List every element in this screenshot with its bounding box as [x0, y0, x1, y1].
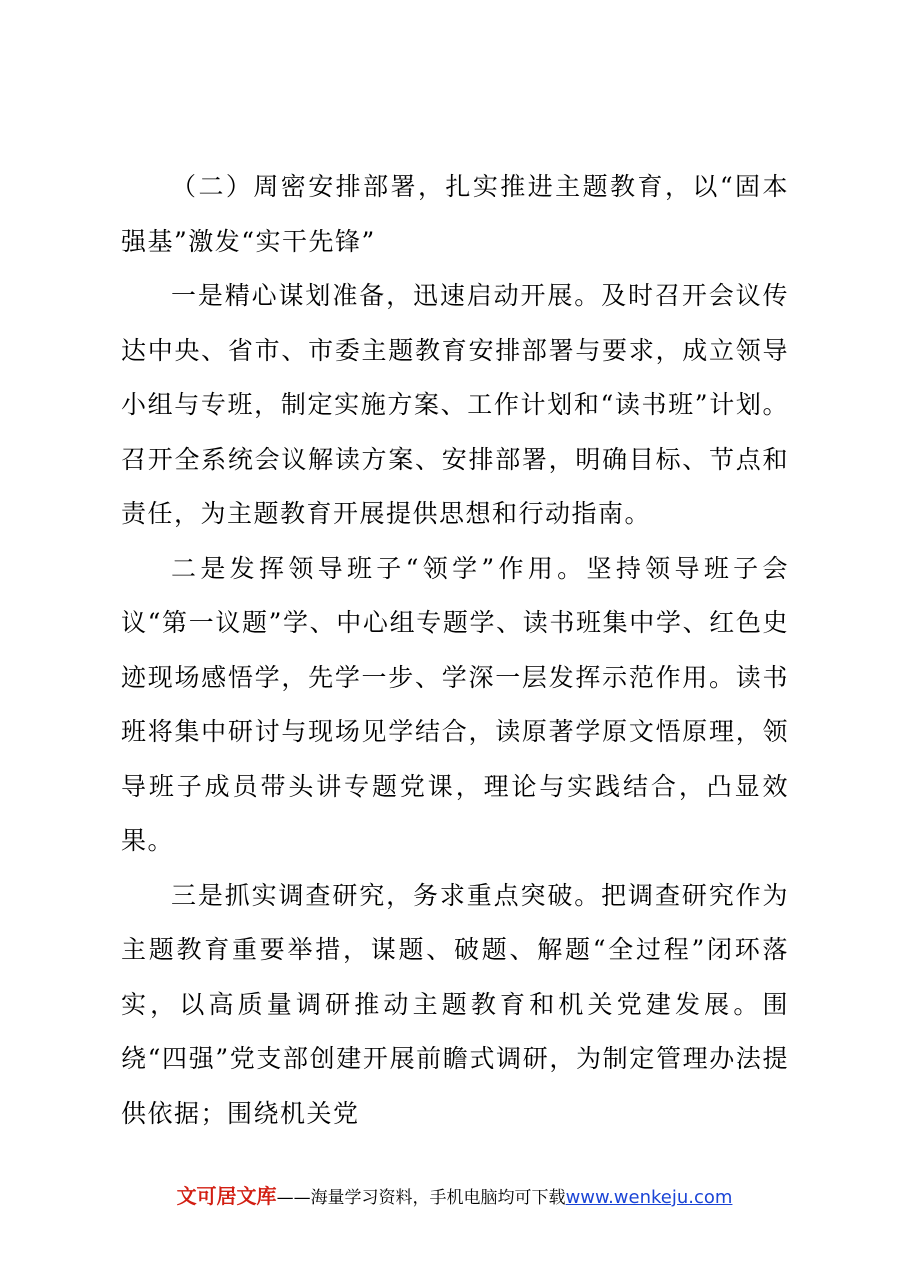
paragraph-2: 二是发挥领导班子“领学”作用。坚持领导班子会议“第一议题”学、中心组专题学、读书班集中学、红色史迹现场感悟学，先学一步、学深一层发挥示范作用。读书班将集中研讨与现场见学结合，读原著学原文悟原理，领导班子成员带头讲专题党课，理论与实践结合，凸显效果。: [121, 553, 789, 855]
footer-dash: ——: [276, 1188, 311, 1208]
section-heading: （二）周密安排部署，扎实推进主题教育，以“固本强基”激发“实干先锋”: [121, 172, 789, 256]
footer-brand: 文可居文库: [176, 1184, 277, 1208]
paragraph-3: 三是抓实调查研究，务求重点突破。把调查研究作为主题教育重要举措，谋题、破题、解题“全过程”闭环落实，以高质量调研推动主题教育和机关党建发展。围绕“四强”党支部创建开展前瞻式调研，为制定管理办法提供依据；围绕机关党: [121, 880, 789, 1128]
paragraph-1: 一是精心谋划准备，迅速启动开展。及时召开会议传达中央、省市、市委主题教育安排部署与要求，成立领导小组与专班，制定实施方案、工作计划和“读书班”计划。召开全系统会议解读方案、安排部署，明确目标、节点和责任，为主题教育开展提供思想和行动指南。: [121, 281, 789, 528]
footer-slogan: 海量学习资料，手机电脑均可下载: [310, 1188, 566, 1208]
footer-banner: [0, 1180, 909, 1209]
footer-link[interactable]: www.wenkeju.com: [565, 1187, 733, 1208]
document-body: [121, 160, 789, 1141]
